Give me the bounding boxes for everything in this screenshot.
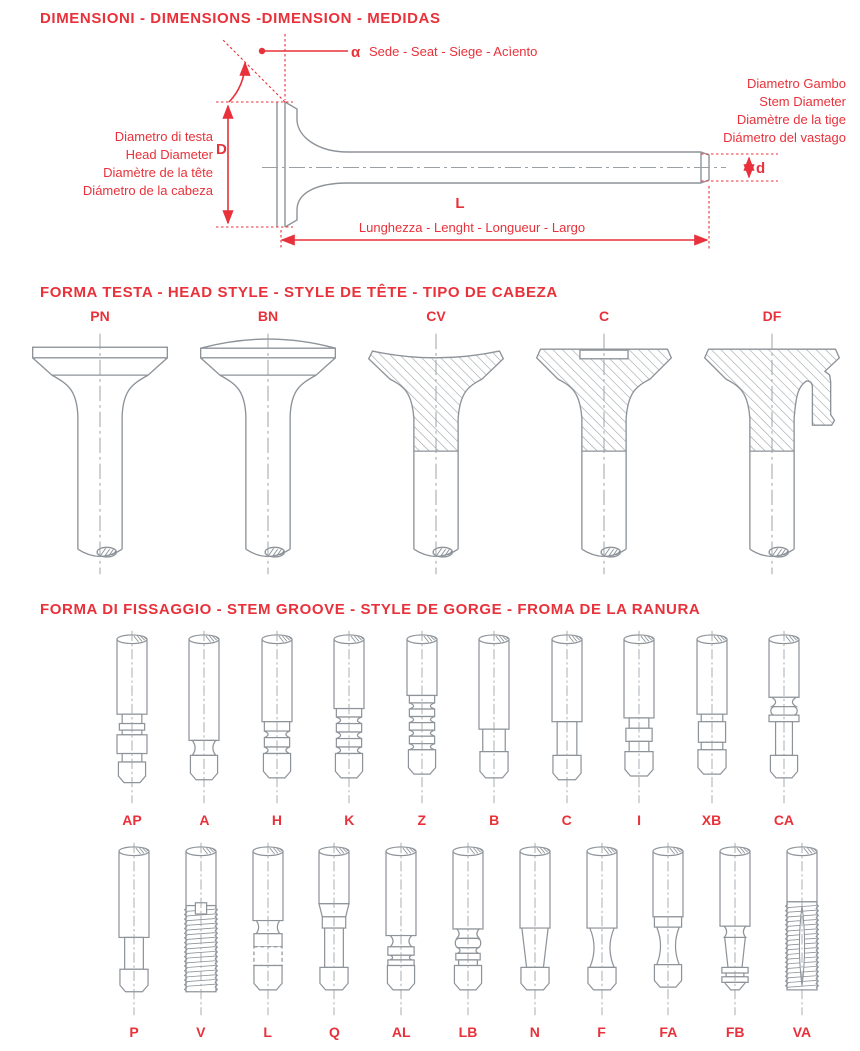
stem-groove-drawing-ca	[754, 628, 814, 806]
svg-text:Diámetro de la cabeza: Diámetro de la cabeza	[82, 183, 213, 198]
stem-groove-item-ca	[752, 628, 816, 828]
stem-diameter-symbol: d	[756, 160, 766, 177]
head-style-item-cv	[352, 306, 520, 580]
head-style-drawing-pn	[16, 328, 184, 580]
head-style-item-df	[688, 306, 856, 580]
stem-groove-item-v	[169, 840, 233, 1040]
head-style-item-pn	[16, 306, 184, 580]
head-diameter-label	[83, 129, 214, 198]
stem-groove-item-h	[245, 628, 309, 828]
stem-groove-drawing-a	[174, 628, 234, 806]
dimensions-title: DIMENSIONI - DIMENSIONS -DIMENSION - MEDIDAS	[40, 10, 441, 27]
stem-groove-label: Q	[328, 1024, 340, 1040]
stem-groove-item-z	[390, 628, 454, 828]
head-style-drawing-cv	[352, 328, 520, 580]
stem-groove-drawing-c	[537, 628, 597, 806]
dimension-lines	[228, 51, 749, 240]
stem-groove-item-xb	[680, 628, 744, 828]
stem-groove-label: V	[196, 1024, 206, 1040]
stem-groove-label: L	[263, 1024, 272, 1040]
stem-groove-drawing-va	[772, 840, 832, 1018]
construction-lines	[216, 34, 778, 249]
stem-groove-item-p	[102, 840, 166, 1040]
stem-groove-item-a	[172, 628, 236, 828]
stem-groove-drawing-f	[572, 840, 632, 1018]
stem-groove-label: K	[344, 812, 355, 828]
stem-groove-item-c	[535, 628, 599, 828]
stem-groove-drawing-fa	[638, 840, 698, 1018]
stem-groove-drawing-lb	[438, 840, 498, 1018]
length-label: Lunghezza - Lenght - Longueur - Largo	[358, 220, 586, 235]
stem-groove-item-lb	[436, 840, 500, 1040]
stem-groove-item-l	[236, 840, 300, 1040]
head-style-drawing-bn	[184, 328, 352, 580]
head-style-label: DF	[762, 308, 782, 324]
head-style-title: FORMA TESTA - HEAD STYLE - STYLE DE TÊTE - TIPO DE CABEZA	[40, 284, 558, 301]
length-symbol: L	[455, 195, 465, 212]
stem-groove-label: XB	[701, 812, 722, 828]
stem-groove-label: LB	[458, 1024, 478, 1040]
stem-diameter-label	[723, 76, 847, 145]
stem-groove-item-ap	[100, 628, 164, 828]
stem-groove-label: A	[199, 812, 210, 828]
svg-text:Head Diameter: Head Diameter	[125, 147, 213, 162]
head-style-label: BN	[257, 308, 279, 324]
stem-groove-drawing-i	[609, 628, 669, 806]
stem-groove-item-n	[503, 840, 567, 1040]
stem-groove-label: C	[561, 812, 572, 828]
svg-text:Diamètre de la tige: Diamètre de la tige	[736, 112, 846, 127]
svg-text:Diametro di testa: Diametro di testa	[114, 129, 213, 144]
stem-groove-label: B	[489, 812, 500, 828]
valve-dimensions-drawing	[0, 26, 860, 262]
stem-groove-drawing-l	[238, 840, 298, 1018]
stem-groove-drawing-fb	[705, 840, 765, 1018]
stem-groove-title: FORMA DI FISSAGGIO - STEM GROOVE - STYLE DE GORGE - FROMA DE LA RANURA	[40, 601, 701, 618]
head-style-drawing-df	[688, 328, 856, 580]
seat-corner-dot	[259, 48, 265, 54]
svg-text:Stem Diameter: Stem Diameter	[759, 94, 846, 109]
stem-groove-drawing-k	[319, 628, 379, 806]
head-diameter-symbol: D	[216, 141, 227, 158]
valve-outline	[277, 102, 709, 227]
stem-groove-item-f	[570, 840, 634, 1040]
stem-groove-drawing-n	[505, 840, 565, 1018]
stem-groove-item-va	[770, 840, 834, 1040]
stem-groove-label: AL	[391, 1024, 411, 1040]
stem-groove-row-2	[102, 840, 834, 1040]
stem-groove-label: AP	[122, 812, 142, 828]
head-style-label: PN	[90, 308, 110, 324]
svg-text:Diamètre de la tête: Diamètre de la tête	[103, 165, 213, 180]
stem-groove-label: P	[129, 1024, 139, 1040]
stem-groove-label: FB	[725, 1024, 745, 1040]
svg-text:Diámetro del vastago: Diámetro del vastago	[723, 130, 846, 145]
head-style-label: C	[598, 308, 610, 324]
stem-groove-label: VA	[792, 1024, 812, 1040]
stem-groove-drawing-ap	[102, 628, 162, 806]
stem-groove-drawing-al	[371, 840, 431, 1018]
stem-groove-item-b	[462, 628, 526, 828]
head-style-label: CV	[426, 308, 446, 324]
stem-groove-label: CA	[773, 812, 795, 828]
stem-groove-drawing-p	[104, 840, 164, 1018]
seat-label: Sede - Seat - Siege - Acìento	[369, 44, 538, 59]
stem-groove-drawing-xb	[682, 628, 742, 806]
stem-groove-drawing-b	[464, 628, 524, 806]
stem-groove-label: I	[637, 812, 641, 828]
stem-groove-item-fb	[703, 840, 767, 1040]
stem-groove-item-fa	[636, 840, 700, 1040]
svg-text:Diametro Gambo: Diametro Gambo	[747, 76, 846, 91]
stem-groove-item-q	[302, 840, 366, 1040]
stem-groove-item-al	[369, 840, 433, 1040]
stem-groove-label: F	[597, 1024, 606, 1040]
stem-groove-item-k	[317, 628, 381, 828]
stem-groove-row-1	[100, 628, 816, 828]
stem-groove-label: FA	[659, 1024, 678, 1040]
stem-groove-item-i	[607, 628, 671, 828]
stem-groove-label: H	[271, 812, 282, 828]
stem-groove-label: Z	[417, 812, 427, 828]
stem-groove-label: N	[529, 1024, 540, 1040]
head-style-drawing-c	[520, 328, 688, 580]
stem-groove-drawing-q	[304, 840, 364, 1018]
stem-groove-drawing-z	[392, 628, 452, 806]
stem-groove-drawing-v	[171, 840, 231, 1018]
head-style-row	[16, 306, 846, 580]
alpha-symbol: α	[351, 44, 361, 61]
head-style-item-bn	[184, 306, 352, 580]
stem-groove-drawing-h	[247, 628, 307, 806]
head-style-item-c	[520, 306, 688, 580]
